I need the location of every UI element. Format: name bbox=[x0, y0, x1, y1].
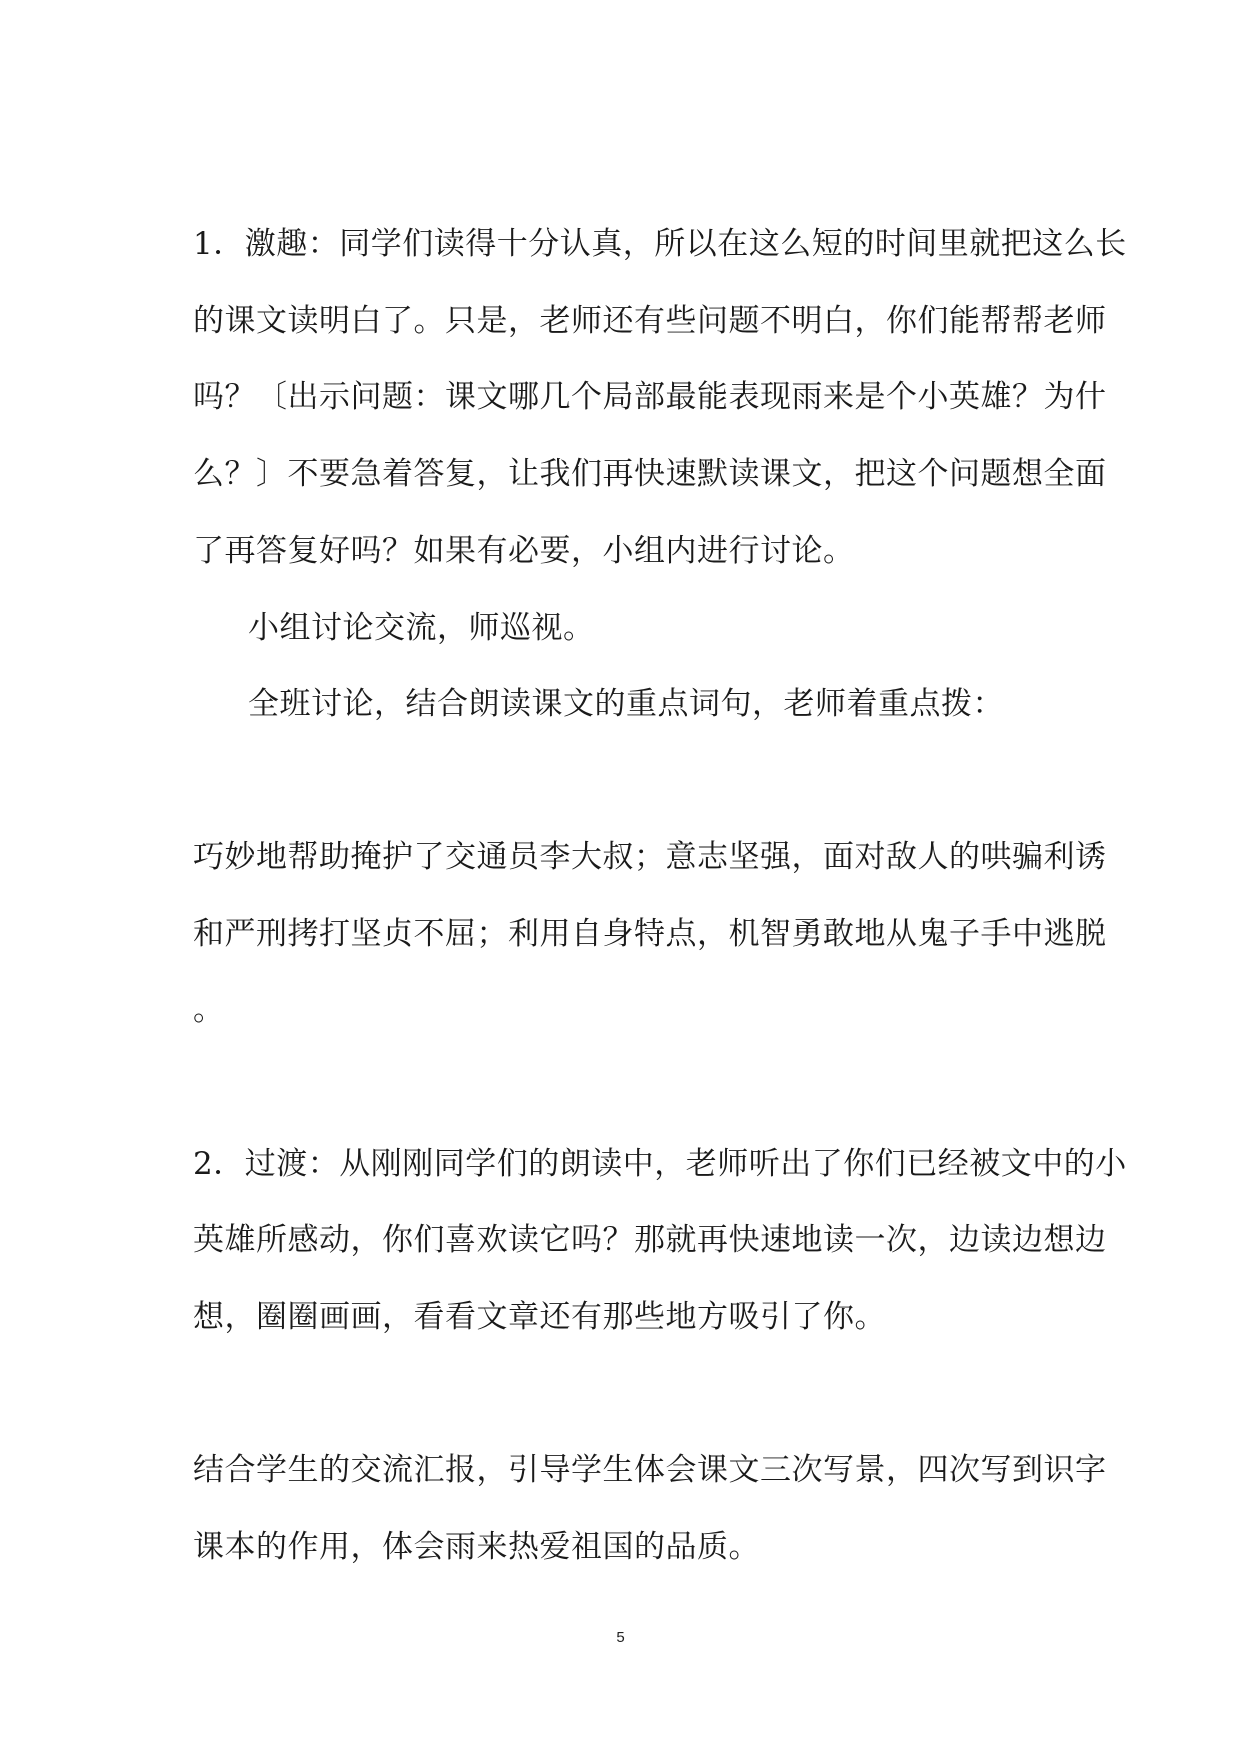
paragraph-1-line-5: 了再答复好吗？如果有必要，小组内进行讨论。 bbox=[193, 533, 855, 569]
paragraph-5-line-3: 想，圈圈画画，看看文章还有那些地方吸引了你。 bbox=[193, 1299, 886, 1335]
paragraph-4-line-3: 。 bbox=[193, 992, 225, 1028]
paragraph-1-line-2: 的课文读明白了。只是，老师还有些问题不明白，你们能帮帮老师 bbox=[193, 303, 1107, 339]
paragraph-6-line-2: 课本的作用，体会雨来热爱祖国的品质。 bbox=[193, 1529, 760, 1565]
paragraph-1-line-3: 吗？〔出示问题：课文哪几个局部最能表现雨来是个小英雄？为什 bbox=[193, 379, 1107, 415]
paragraph-5-line-2: 英雄所感动，你们喜欢读它吗？那就再快速地读一次，边读边想边 bbox=[193, 1222, 1107, 1258]
paragraph-1-line-4: 么？〕不要急着答复，让我们再快速默读课文，把这个问题想全面 bbox=[193, 456, 1107, 492]
page-number: 5 bbox=[616, 1629, 625, 1646]
paragraph-4-line-2: 和严刑拷打坚贞不屈；利用自身特点，机智勇敢地从鬼子手中逃脱 bbox=[193, 916, 1107, 952]
paragraph-4-line-1: 巧妙地帮助掩护了交通员李大叔；意志坚强，面对敌人的哄骗利诱 bbox=[193, 839, 1107, 875]
paragraph-6-line-1: 结合学生的交流汇报，引导学生体会课文三次写景，四次写到识字 bbox=[193, 1452, 1107, 1488]
paragraph-5-line-1: 2．过渡：从刚刚同学们的朗读中，老师听出了你们已经被文中的小 bbox=[193, 1146, 1127, 1182]
paragraph-2: 小组讨论交流，师巡视。 bbox=[248, 610, 595, 646]
paragraph-1-line-1: 1．激趣：同学们读得十分认真，所以在这么短的时间里就把这么长 bbox=[193, 226, 1127, 262]
paragraph-3: 全班讨论，结合朗读课文的重点词句，老师着重点拨： bbox=[248, 686, 1004, 722]
